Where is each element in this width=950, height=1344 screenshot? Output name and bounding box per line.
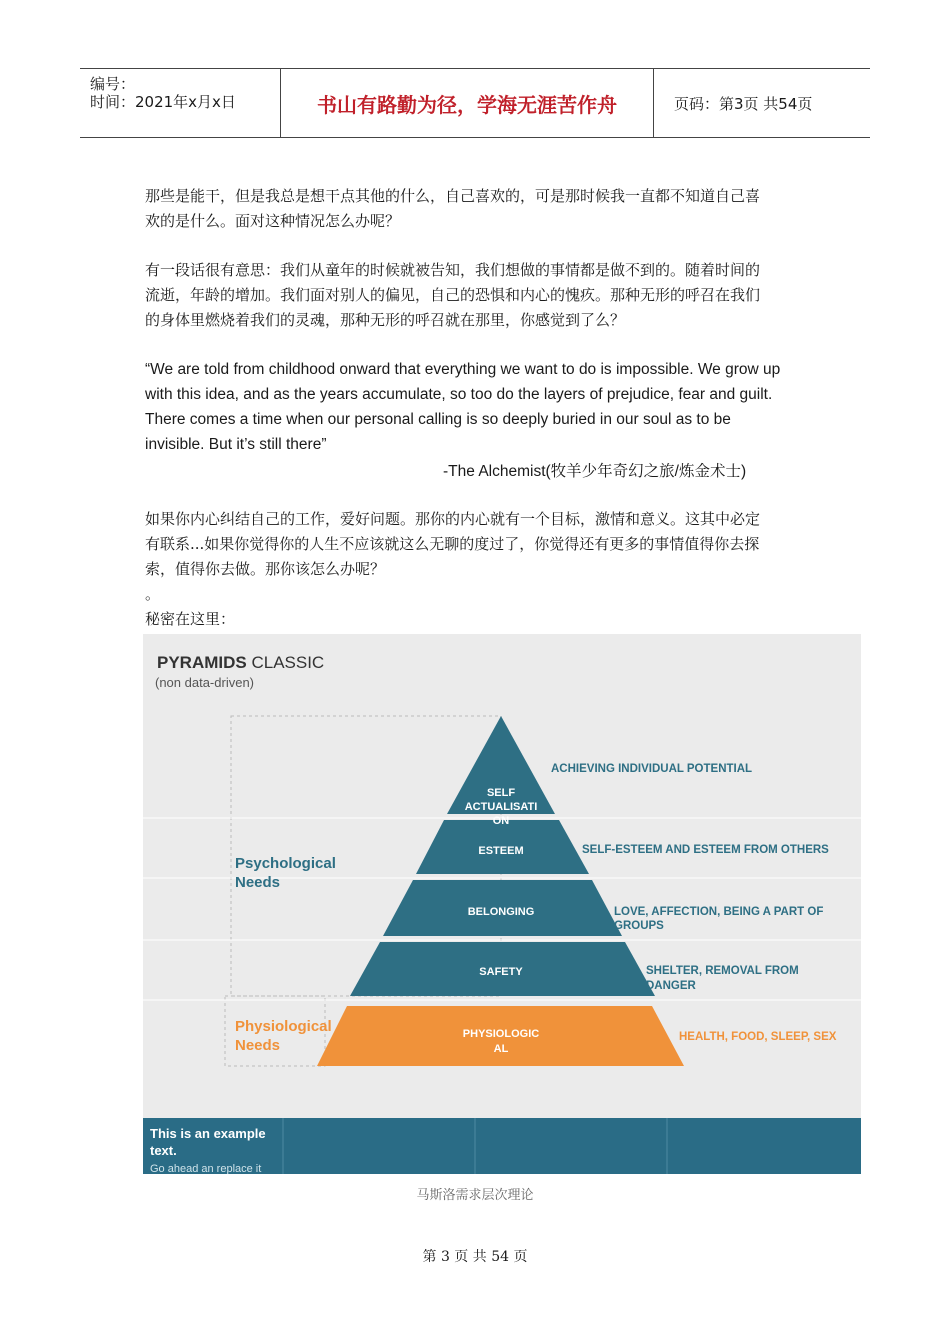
paragraph-line: 那些是能干，但是我总是想干点其他的什么，自己喜欢的，可是那时候我一直都不知道自己喜: [145, 187, 761, 205]
paragraph-line: 索，值得你去做。那你该怎么办呢？: [145, 560, 386, 578]
level-belonging-label: BELONGING: [467, 906, 535, 918]
figure-footer-text: Go ahead an replace it: [150, 1163, 262, 1174]
level-esteem-label: ESTEEM: [478, 845, 524, 857]
level-physiological-label: AL: [493, 1043, 509, 1055]
psych-group-label: Psychological: [235, 855, 336, 872]
figure-subtitle: (non data-driven): [155, 675, 254, 690]
quote-line: There comes a time when our personal calling is so deeply buried in our soul as to be: [145, 411, 731, 428]
desc-belonging: GROUPS: [614, 920, 664, 932]
header-page-info: [664, 69, 870, 137]
paragraph-line: 流逝，年龄的增加。我们面对别人的偏见，自己的恐惧和内心的愧疚。那种无形的呼召在我们: [145, 286, 761, 304]
paragraph-3: [145, 507, 805, 632]
level-self-label: ACTUALISATI: [464, 801, 538, 813]
quote-block: [145, 357, 815, 457]
paragraph-1: [145, 184, 805, 234]
level-safety-label: SAFETY: [479, 966, 523, 978]
desc-safety: DANGER: [646, 980, 696, 992]
phys-group-label: Physiological: [235, 1018, 332, 1035]
desc-self: ACHIEVING INDIVIDUAL POTENTIAL: [551, 763, 753, 775]
paragraph-line: 欢的是什么。面对这种情况怎么办呢？: [145, 212, 401, 230]
psych-group-label: Needs: [235, 874, 281, 891]
quote-line: with this idea, and as the years accumulate, so too do the layers of prejudice, fear and guilt.: [145, 386, 773, 403]
figure-title: PYRAMIDS CLASSIC: [157, 653, 325, 672]
pyramid-graphic: [143, 634, 861, 1174]
paragraph-line: 秘密在这里：: [145, 610, 236, 628]
paragraph-line: 如果你内心纠结自己的工作，爱好问题。那你的内心就有一个目标，激情和意义。这其中必定: [145, 510, 761, 528]
page-footer: 第 3 页 共 54 页: [422, 1249, 528, 1265]
quote-line: invisible. But it’s still there”: [145, 436, 327, 453]
page-info-text: 页码：第3页 共54页: [674, 94, 813, 113]
paragraph-line: 的身体里燃烧着我们的灵魂，那种无形的呼召就在那里，你感觉到了么？: [145, 311, 626, 329]
figure-footer-text: This is an example: [150, 1126, 266, 1141]
phys-group-label: Needs: [235, 1037, 281, 1054]
paragraph-line: 有联系...如果你觉得你的人生不应该就这么无聊的度过了，你觉得还有更多的事情值得你去探: [145, 535, 760, 553]
time-label: 时间：2021年x月x日: [90, 93, 236, 111]
desc-esteem: SELF-ESTEEM AND ESTEEM FROM OTHERS: [582, 844, 829, 856]
desc-belonging: LOVE, AFFECTION, BEING A PART OF: [614, 906, 824, 918]
quote-attribution: -The Alchemist(牧羊少年奇幻之旅/炼金术士): [443, 463, 747, 480]
paragraph-line: 有一段话很有意思：我们从童年的时候就被告知，我们想做的事情都是做不到的。随着时间的: [145, 261, 761, 279]
header-meta-cell: [80, 69, 281, 137]
desc-physiological: HEALTH, FOOD, SLEEP, SEX: [679, 1031, 837, 1043]
level-physiological-label: PHYSIOLOGIC: [462, 1028, 540, 1040]
level-self-shape: [447, 716, 555, 814]
header-motto: 书山有路勤为径，学海无涯苦作舟: [281, 69, 654, 137]
level-self-label: SELF: [486, 787, 516, 799]
quote-line: “We are told from childhood onward that everything we want to do is impossible. We grow up: [145, 361, 781, 378]
maslow-pyramid-image: [143, 634, 861, 1174]
paragraph-line: 。: [145, 585, 161, 603]
figure-caption: 马斯洛需求层次理论: [416, 1188, 534, 1203]
paragraph-2: [145, 258, 805, 333]
desc-safety: SHELTER, REMOVAL FROM: [646, 965, 799, 977]
document-header: [80, 68, 870, 138]
level-self-label: ON: [492, 815, 510, 827]
figure-footer-text: text.: [150, 1143, 177, 1158]
number-label: 编号：: [90, 75, 136, 93]
